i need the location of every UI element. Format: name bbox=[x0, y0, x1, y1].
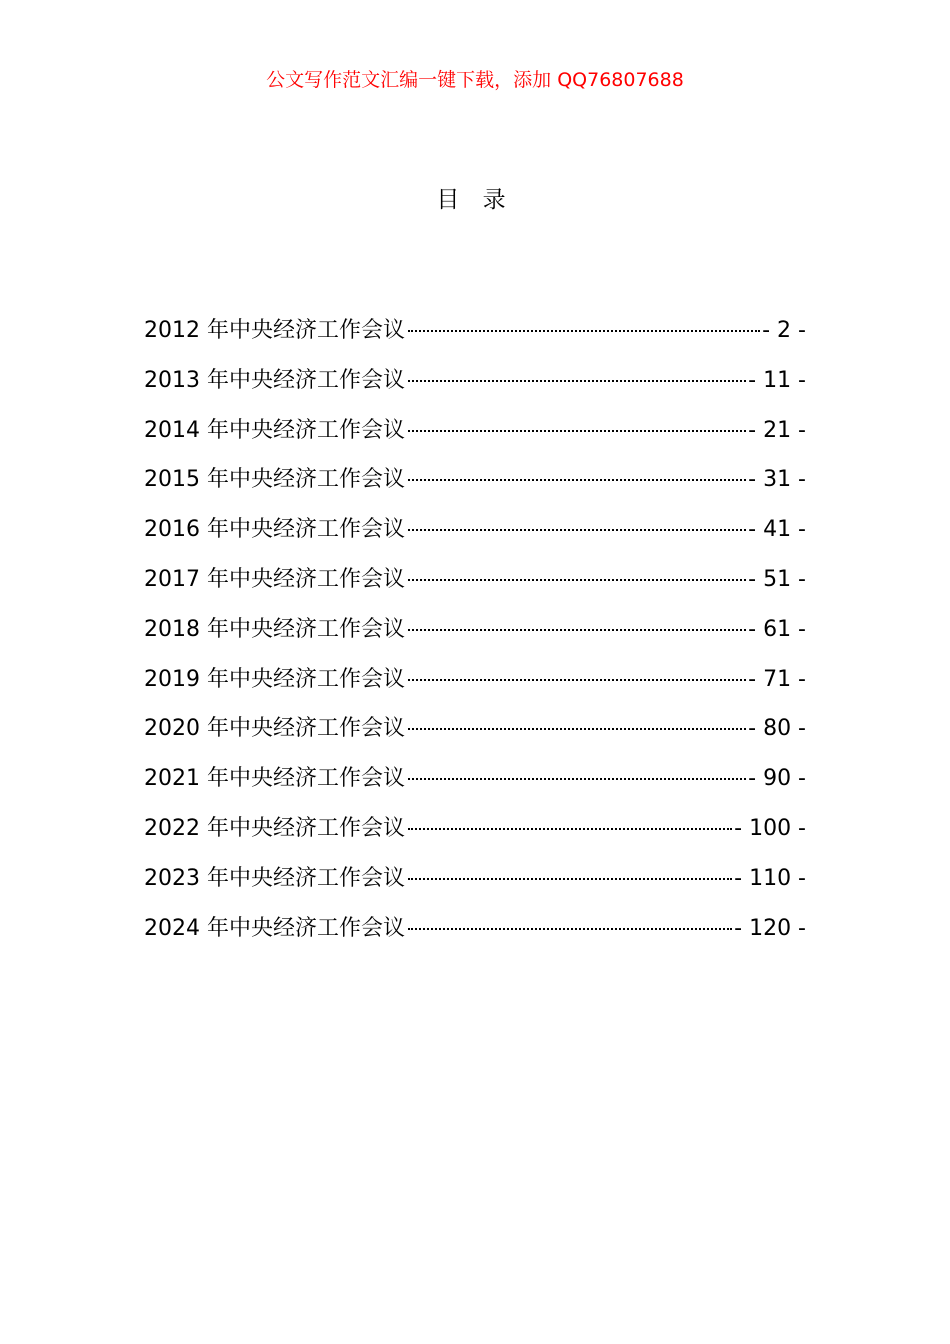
toc-entry-label: 2019 年中央经济工作会议 bbox=[144, 666, 405, 692]
toc-title: 目 录 bbox=[436, 187, 514, 213]
toc-entry-page: - 51 - bbox=[748, 566, 806, 592]
toc-entry-page: - 90 - bbox=[748, 766, 806, 792]
toc-dot-leader bbox=[408, 579, 746, 581]
toc-entry-page: - 120 - bbox=[734, 915, 806, 941]
toc-entry-page: - 41 - bbox=[748, 517, 806, 543]
toc-entry-label: 2018 年中央经济工作会议 bbox=[144, 616, 405, 642]
toc-entry[interactable] bbox=[144, 662, 806, 712]
toc-entry-label: 2016 年中央经济工作会议 bbox=[144, 517, 405, 543]
toc-entry[interactable] bbox=[144, 562, 806, 612]
toc-entry-page: - 21 - bbox=[748, 417, 806, 443]
toc-entry-label: 2023 年中央经济工作会议 bbox=[144, 865, 405, 891]
toc-entry[interactable] bbox=[144, 413, 806, 463]
toc-entry[interactable] bbox=[144, 462, 806, 512]
toc-dot-leader bbox=[408, 529, 746, 531]
toc-dot-leader bbox=[408, 878, 732, 880]
toc-entry-label: 2017 年中央经济工作会议 bbox=[144, 566, 405, 592]
toc-entry-page: - 11 - bbox=[748, 367, 806, 393]
toc-entry-label: 2021 年中央经济工作会议 bbox=[144, 766, 405, 792]
toc-dot-leader bbox=[408, 380, 746, 382]
toc-dot-leader bbox=[408, 430, 746, 432]
toc-entry-label: 2012 年中央经济工作会议 bbox=[144, 318, 405, 343]
header-note: 公文写作范文汇编一键下载，添加 QQ76807688 bbox=[266, 69, 684, 91]
toc-entry-label: 2022 年中央经济工作会议 bbox=[144, 815, 405, 841]
toc-entry-label: 2013 年中央经济工作会议 bbox=[144, 367, 405, 393]
toc-entry-page: - 80 - bbox=[748, 716, 806, 742]
toc-entry[interactable] bbox=[144, 313, 806, 363]
toc-entry-label: 2015 年中央经济工作会议 bbox=[144, 467, 405, 493]
toc-entry[interactable] bbox=[144, 861, 806, 911]
toc-dot-leader bbox=[408, 629, 746, 631]
toc-dot-leader bbox=[408, 828, 732, 830]
toc-entry-page: - 71 - bbox=[748, 666, 806, 692]
toc-entry-page: - 2 - bbox=[762, 318, 806, 343]
toc-list bbox=[144, 313, 806, 960]
toc-dot-leader bbox=[408, 778, 746, 780]
toc-entry[interactable] bbox=[144, 711, 806, 761]
toc-entry[interactable] bbox=[144, 612, 806, 662]
toc-entry[interactable] bbox=[144, 911, 806, 961]
toc-dot-leader bbox=[408, 728, 746, 730]
toc-entry[interactable] bbox=[144, 761, 806, 811]
toc-entry[interactable] bbox=[144, 512, 806, 562]
toc-dot-leader bbox=[408, 479, 746, 481]
toc-entry-page: - 61 - bbox=[748, 616, 806, 642]
toc-entry-label: 2024 年中央经济工作会议 bbox=[144, 915, 405, 941]
toc-entry-page: - 100 - bbox=[734, 815, 806, 841]
toc-dot-leader bbox=[408, 679, 746, 681]
toc-dot-leader bbox=[408, 928, 732, 930]
toc-entry-page: - 31 - bbox=[748, 467, 806, 493]
toc-entry-label: 2014 年中央经济工作会议 bbox=[144, 417, 405, 443]
toc-entry[interactable] bbox=[144, 363, 806, 413]
toc-entry-page: - 110 - bbox=[734, 865, 806, 891]
toc-dot-leader bbox=[408, 330, 760, 332]
toc-entry-label: 2020 年中央经济工作会议 bbox=[144, 716, 405, 742]
toc-entry[interactable] bbox=[144, 811, 806, 861]
